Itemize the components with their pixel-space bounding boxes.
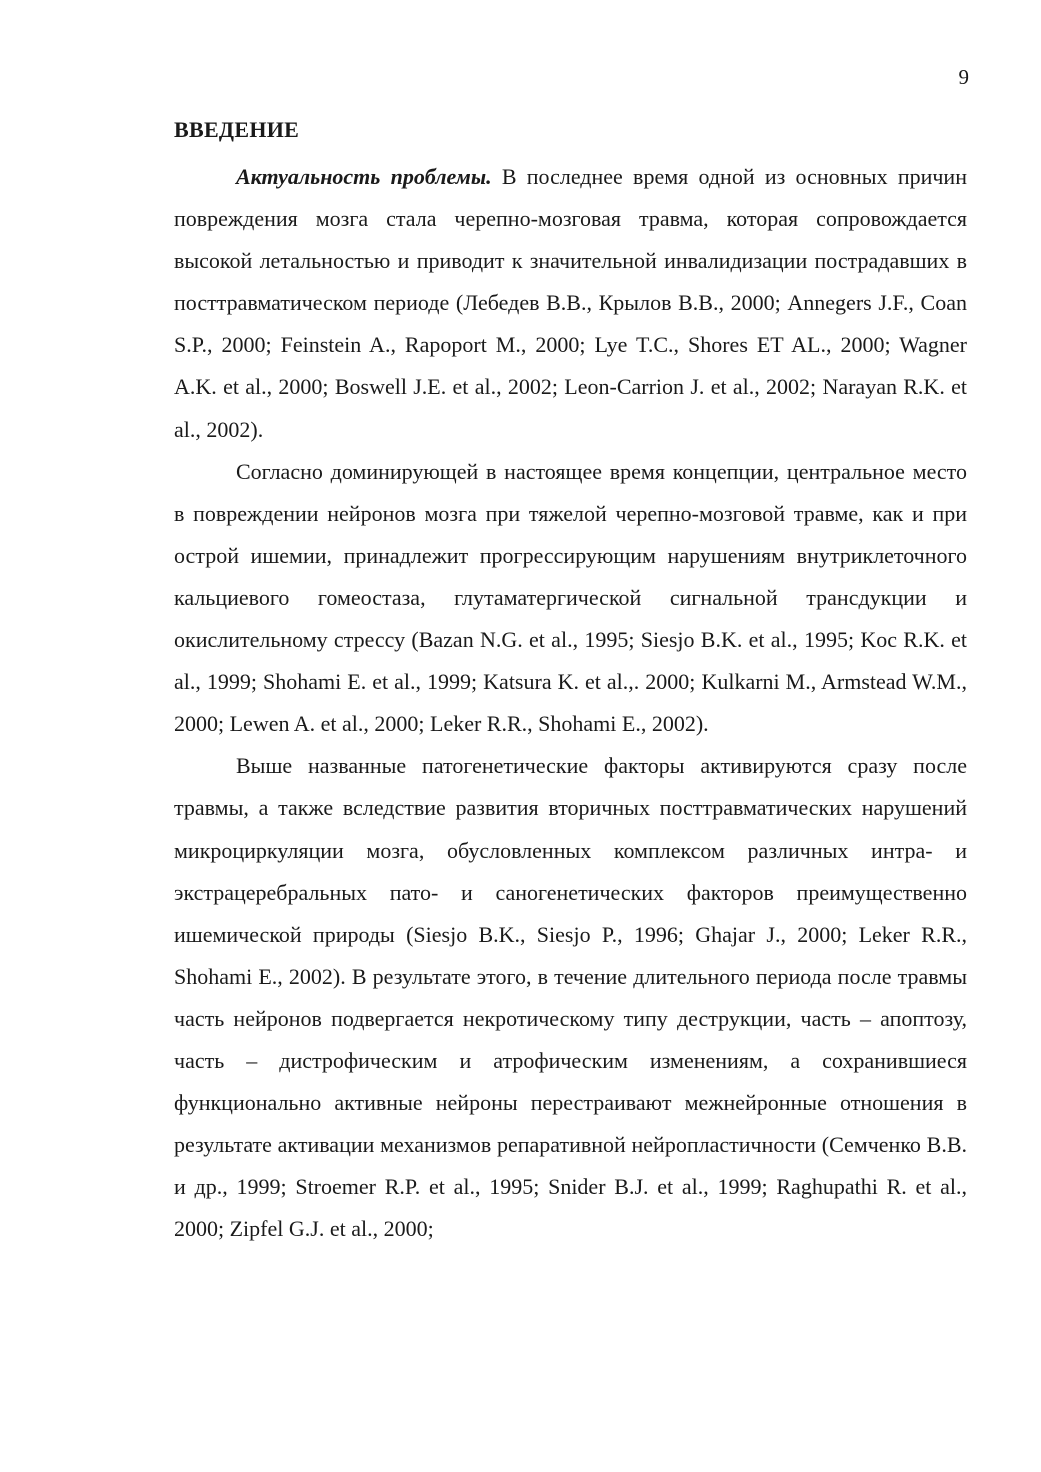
paragraph-text: Выше названные патогенетические факторы активируются сразу после травмы, а также вследствие развития вторичных посттравматических нарушений микроциркуляции мозга, обусловленных комплексом различных интра- и экстрацеребральных пато- и саногенетических факторов преимущественно ишемической природы (Siesjo B.K., Siesjo P., 1996; Ghajar J., 2000; Leker R.R., Shohami E., 2002). В результате этого, в течение длительного периода после травмы часть нейронов подвергается некротическому типу деструкции, часть – апоптозу, часть – дистрофическим и атрофическим изменениям, а сохранившиеся функционально активные нейроны перестраивают межнейронные отношения в результате активации механизмов репаративной нейропластичности (Семченко В.В. и др., 1999; Stroemer R.P. et al., 1995; Snider B.J. et al., 1999; Raghupathi R. et al., 2000; Zipfel G.J. et al., 2000; [174,753,967,1242]
paragraph-pathogenesis [174,745,967,1250]
paragraph-text: В последнее время одной из основных причин повреждения мозга стала черепно-мозговая травма, которая сопровождается высокой летальностью и приводит к значительной инвалидизации пострадавших в посттравматическом периоде (Лебедев В.В., Крылов В.В., 2000; Annegers J.F., Coan S.P., 2000; Feinstein A., Rapoport M., 2000; Lye T.C., Shores ET AL., 2000; Wagner A.K. et al., 2000; Boswell J.E. et al., 2002; Leon-Carrion J. et al., 2002; Narayan R.K. et al., 2002). [174,164,967,442]
paragraph-lead: Актуальность проблемы. [236,164,492,189]
section-heading: ВВЕДЕНИЕ [174,117,300,142]
page-number: 9 [958,65,969,89]
paragraph-concept [174,451,967,746]
paragraph-text: Согласно доминирующей в настоящее время концепции, центральное место в повреждении нейронов мозга при тяжелой черепно-мозговой травме, как и при острой ишемии, принадлежит прогрессирующим нарушениям внутриклеточного кальциевого гомеостаза, глутаматергической сигнальной трансдукции и окислительному стрессу (Bazan N.G. et al., 1995; Siesjo B.K. et al., 1995; Koc R.K. et al., 1999; Shohami E. et al., 1999; Katsura K. et al.,. 2000; Kulkarni M., Armstead W.M., 2000; Lewen A. et al., 2000; Leker R.R., Shohami E., 2002). [174,458,967,737]
paragraph-relevance [174,156,967,451]
document-body [174,114,967,1250]
